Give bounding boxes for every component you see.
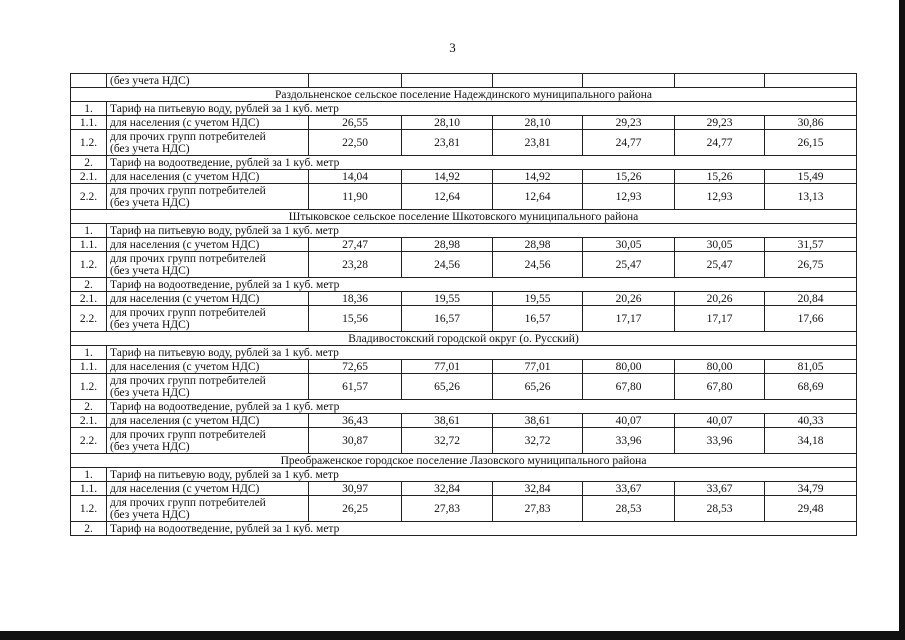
tariff-value: 28,10: [402, 116, 493, 130]
tariff-value: 20,84: [765, 292, 857, 306]
section-header-row: [71, 454, 857, 468]
row-description: [107, 428, 309, 454]
tariff-value: 68,69: [765, 374, 857, 400]
row-description: для населения (с учетом НДС): [107, 482, 309, 496]
tariff-value: 16,57: [402, 306, 493, 332]
tariff-value: 28,10: [493, 116, 583, 130]
tariff-heading: Тариф на питьевую воду, рублей за 1 куб. метр: [107, 346, 857, 360]
tariff-heading: Тариф на водоотведение, рублей за 1 куб. метр: [107, 522, 857, 536]
tariff-value: 17,66: [765, 306, 857, 332]
tariff-heading: Тариф на водоотведение, рублей за 1 куб. метр: [107, 156, 857, 170]
row-number: 2.2.: [71, 428, 107, 454]
row-number: 1.1.: [71, 482, 107, 496]
tariff-value: 81,05: [765, 360, 857, 374]
tariff-heading: Тариф на питьевую воду, рублей за 1 куб. метр: [107, 102, 857, 116]
row-number: 1.1.: [71, 238, 107, 252]
row-number: 2.: [71, 522, 107, 536]
tariff-value: 33,67: [675, 482, 765, 496]
tariff-value: 12,93: [583, 184, 675, 210]
tariff-value: 23,28: [309, 252, 402, 278]
table-row: [71, 130, 857, 156]
row-description-line-1: для прочих групп потребителей: [110, 130, 266, 143]
table-row: [71, 374, 857, 400]
table-row: [71, 428, 857, 454]
tariff-value: 61,57: [309, 374, 402, 400]
tariff-value: 34,18: [765, 428, 857, 454]
section-header-row: [71, 332, 857, 346]
tariff-value: 32,84: [493, 482, 583, 496]
row-number: 1.1.: [71, 116, 107, 130]
tariff-value: 26,55: [309, 116, 402, 130]
tariff-value: [765, 74, 857, 88]
tariff-value: 19,55: [402, 292, 493, 306]
row-number: 2.: [71, 400, 107, 414]
tariff-value: 20,26: [583, 292, 675, 306]
tariff-value: 27,47: [309, 238, 402, 252]
tariff-table: [70, 73, 857, 536]
tariff-value: 28,98: [493, 238, 583, 252]
row-number: 1.2.: [71, 130, 107, 156]
tariff-value: 31,57: [765, 238, 857, 252]
tariff-value: 25,47: [583, 252, 675, 278]
tariff-value: 33,96: [583, 428, 675, 454]
row-description: [107, 306, 309, 332]
row-description-line-2: (без учета НДС): [110, 386, 190, 399]
tariff-heading-row: [71, 400, 857, 414]
tariff-heading-row: [71, 156, 857, 170]
tariff-value: 30,05: [583, 238, 675, 252]
scan-border-bottom: [0, 631, 905, 640]
tariff-value: 32,72: [493, 428, 583, 454]
tariff-value: 28,53: [583, 496, 675, 522]
row-number: 1.: [71, 468, 107, 482]
tariff-value: 38,61: [402, 414, 493, 428]
continuation-row: [71, 74, 857, 88]
section-title: Преображенское городское поселение Лазовского муниципального района: [71, 454, 857, 468]
tariff-heading: Тариф на водоотведение, рублей за 1 куб. метр: [107, 278, 857, 292]
tariff-value: 30,87: [309, 428, 402, 454]
section-header-row: [71, 210, 857, 224]
row-number: 2.: [71, 156, 107, 170]
tariff-value: 20,26: [675, 292, 765, 306]
tariff-value: 77,01: [402, 360, 493, 374]
row-number: 1.2.: [71, 252, 107, 278]
tariff-value: 24,56: [402, 252, 493, 278]
row-description-line-1: для прочих групп потребителей: [110, 184, 266, 197]
row-number: 1.1.: [71, 360, 107, 374]
tariff-value: 30,97: [309, 482, 402, 496]
row-number: 2.1.: [71, 414, 107, 428]
table-row: [71, 360, 857, 374]
table-row: [71, 482, 857, 496]
table-row: [71, 496, 857, 522]
tariff-heading-row: [71, 278, 857, 292]
tariff-value: 15,26: [675, 170, 765, 184]
tariff-value: 30,86: [765, 116, 857, 130]
section-header-row: [71, 88, 857, 102]
row-description-line-1: для прочих групп потребителей: [110, 252, 266, 265]
section-title: Владивостокский городской округ (о. Русский): [71, 332, 857, 346]
tariff-value: 32,72: [402, 428, 493, 454]
tariff-value: [309, 74, 402, 88]
tariff-value: [402, 74, 493, 88]
row-number: 1.: [71, 102, 107, 116]
tariff-value: [493, 74, 583, 88]
tariff-value: 12,93: [675, 184, 765, 210]
row-description: [107, 496, 309, 522]
tariff-value: 24,77: [675, 130, 765, 156]
tariff-value: 40,07: [675, 414, 765, 428]
scan-border-right: [899, 0, 905, 640]
tariff-value: 22,50: [309, 130, 402, 156]
row-description-line-1: для прочих групп потребителей: [110, 496, 266, 509]
tariff-value: 26,25: [309, 496, 402, 522]
tariff-value: 15,26: [583, 170, 675, 184]
page-number: 3: [449, 40, 456, 55]
tariff-heading: Тариф на питьевую воду, рублей за 1 куб. метр: [107, 468, 857, 482]
row-number: 1.: [71, 346, 107, 360]
row-description: [107, 374, 309, 400]
tariff-value: 24,56: [493, 252, 583, 278]
tariff-value: 27,83: [493, 496, 583, 522]
row-description-line-1: для прочих групп потребителей: [110, 306, 266, 319]
row-description: для населения (с учетом НДС): [107, 360, 309, 374]
tariff-value: 65,26: [493, 374, 583, 400]
tariff-heading: Тариф на водоотведение, рублей за 1 куб. метр: [107, 400, 857, 414]
tariff-table-body: [71, 74, 857, 536]
tariff-value: 30,05: [675, 238, 765, 252]
row-description: [107, 184, 309, 210]
tariff-value: 33,67: [583, 482, 675, 496]
tariff-value: 38,61: [493, 414, 583, 428]
row-number: 2.: [71, 278, 107, 292]
tariff-heading-row: [71, 346, 857, 360]
row-description: для населения (с учетом НДС): [107, 414, 309, 428]
tariff-value: 19,55: [493, 292, 583, 306]
section-title: Раздольненское сельское поселение Надеждинского муниципального района: [71, 88, 857, 102]
tariff-value: 77,01: [493, 360, 583, 374]
tariff-value: 14,04: [309, 170, 402, 184]
row-description: для населения (с учетом НДС): [107, 116, 309, 130]
table-row: [71, 252, 857, 278]
tariff-value: 65,26: [402, 374, 493, 400]
tariff-value: 27,83: [402, 496, 493, 522]
row-number: 2.2.: [71, 306, 107, 332]
row-description: для населения (с учетом НДС): [107, 292, 309, 306]
tariff-value: 72,65: [309, 360, 402, 374]
tariff-value: 14,92: [493, 170, 583, 184]
table-row: [71, 116, 857, 130]
tariff-value: 32,84: [402, 482, 493, 496]
table-row: [71, 184, 857, 210]
row-description: (без учета НДС): [107, 74, 309, 88]
tariff-value: 11,90: [309, 184, 402, 210]
tariff-value: 23,81: [493, 130, 583, 156]
tariff-value: 29,48: [765, 496, 857, 522]
tariff-heading-row: [71, 224, 857, 238]
row-description: для населения (с учетом НДС): [107, 170, 309, 184]
row-number: 2.1.: [71, 292, 107, 306]
tariff-value: 26,75: [765, 252, 857, 278]
tariff-value: 28,98: [402, 238, 493, 252]
tariff-value: 15,56: [309, 306, 402, 332]
row-description-line-2: (без учета НДС): [110, 196, 190, 209]
tariff-value: 17,17: [675, 306, 765, 332]
tariff-value: 40,33: [765, 414, 857, 428]
tariff-value: [583, 74, 675, 88]
table-row: [71, 170, 857, 184]
row-number: 2.1.: [71, 170, 107, 184]
row-description-line-2: (без учета НДС): [110, 142, 190, 155]
row-description: для населения (с учетом НДС): [107, 238, 309, 252]
tariff-value: 17,17: [583, 306, 675, 332]
row-description-line-1: для прочих групп потребителей: [110, 374, 266, 387]
tariff-value: 15,49: [765, 170, 857, 184]
tariff-value: 33,96: [675, 428, 765, 454]
row-description-line-2: (без учета НДС): [110, 264, 190, 277]
row-number: 2.2.: [71, 184, 107, 210]
row-number: [71, 74, 107, 88]
tariff-value: 67,80: [675, 374, 765, 400]
tariff-heading-row: [71, 522, 857, 536]
tariff-heading: Тариф на питьевую воду, рублей за 1 куб. метр: [107, 224, 857, 238]
tariff-value: 40,07: [583, 414, 675, 428]
tariff-value: 29,23: [583, 116, 675, 130]
tariff-value: 23,81: [402, 130, 493, 156]
row-number: 1.: [71, 224, 107, 238]
tariff-value: 25,47: [675, 252, 765, 278]
tariff-value: 28,53: [675, 496, 765, 522]
tariff-value: 36,43: [309, 414, 402, 428]
tariff-value: 29,23: [675, 116, 765, 130]
row-number: 1.2.: [71, 496, 107, 522]
tariff-value: 13,13: [765, 184, 857, 210]
tariff-value: [675, 74, 765, 88]
tariff-heading-row: [71, 102, 857, 116]
row-description-line-2: (без учета НДС): [110, 440, 190, 453]
table-row: [71, 306, 857, 332]
row-description: [107, 130, 309, 156]
row-description-line-2: (без учета НДС): [110, 508, 190, 521]
tariff-value: 80,00: [675, 360, 765, 374]
row-description-line-1: для прочих групп потребителей: [110, 428, 266, 441]
row-description-line-2: (без учета НДС): [110, 318, 190, 331]
table-row: [71, 414, 857, 428]
tariff-value: 26,15: [765, 130, 857, 156]
tariff-heading-row: [71, 468, 857, 482]
tariff-value: 24,77: [583, 130, 675, 156]
table-row: [71, 238, 857, 252]
tariff-value: 14,92: [402, 170, 493, 184]
tariff-value: 12,64: [493, 184, 583, 210]
tariff-value: 34,79: [765, 482, 857, 496]
tariff-value: 16,57: [493, 306, 583, 332]
row-number: 1.2.: [71, 374, 107, 400]
tariff-value: 18,36: [309, 292, 402, 306]
tariff-value: 67,80: [583, 374, 675, 400]
tariff-value: 80,00: [583, 360, 675, 374]
tariff-value: 12,64: [402, 184, 493, 210]
row-description: [107, 252, 309, 278]
section-title: Штыковское сельское поселение Шкотовского муниципального района: [71, 210, 857, 224]
table-row: [71, 292, 857, 306]
